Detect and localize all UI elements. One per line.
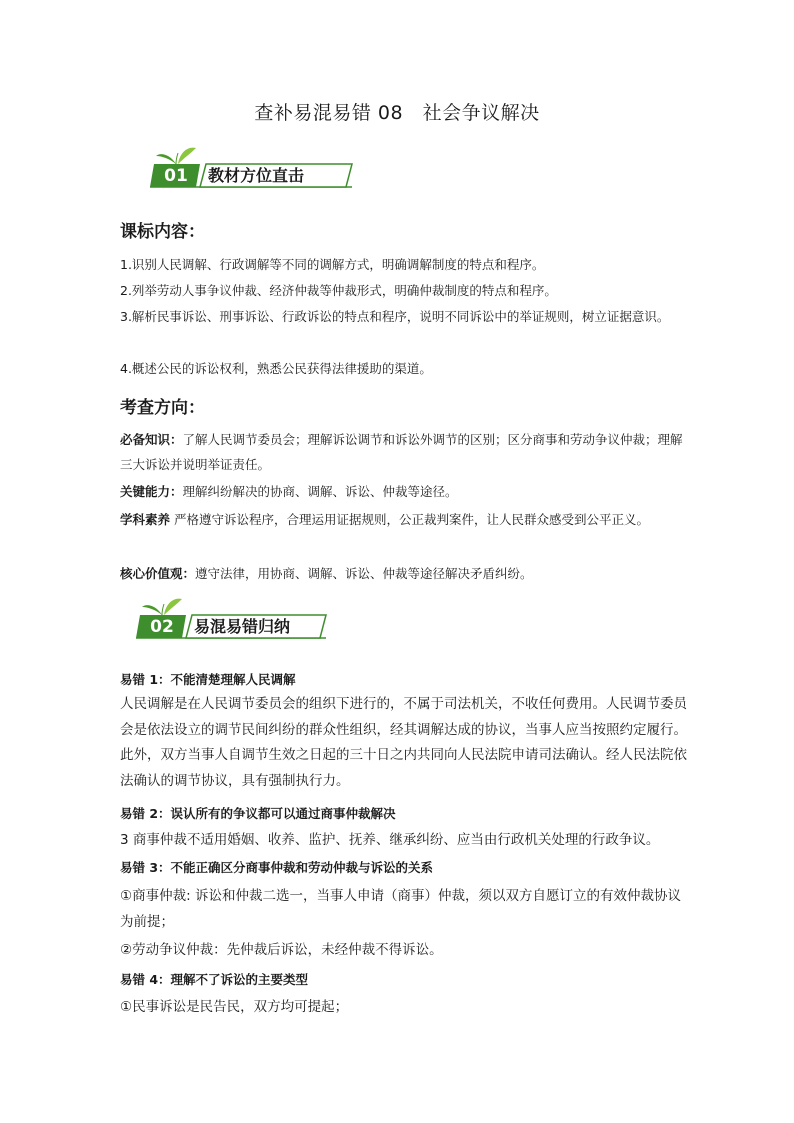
exam-item-text: 了解人民调节委员会；理解诉讼调节和诉讼外调节的区别；区分商事和劳动争议仲裁；理解三大诉讼并说明举证责任。: [120, 432, 683, 472]
exam-item-text: 严格遵守诉讼程序，合理运用证据规则，公正裁判案件，让人民群众感受到公平正义。: [170, 512, 649, 527]
banner-label: 教材方位直击: [208, 166, 305, 185]
section-banner-01: [140, 146, 370, 190]
error-heading: 易错 2：误认所有的争议都可以通过商事仲裁解决: [120, 806, 396, 821]
error-body: 人民调解是在人民调节委员会的组织下进行的，不属于司法机关，不收任何费用。人民调节委员会是依法设立的调节民间纠纷的群众性组织，经其调解达成的协议，当事人应当按照约定履行。此外，双方当事人自调节生效之日起的三十日之内共同向人民法院申请司法确认。经人民法院依法确认的调节协议，具有强制执行力。: [120, 696, 687, 789]
error-heading: 易错 4：理解不了诉讼的主要类型: [120, 972, 309, 987]
exam-item: [120, 427, 690, 477]
page-title: 查补易混易错 08 社会争议解决: [254, 102, 540, 124]
curriculum-heading: 课标内容：: [120, 222, 205, 242]
curriculum-item: 2.列举劳动人事争议仲裁、经济仲裁等仲裁形式，明确仲裁制度的特点和程序。: [120, 283, 557, 298]
banner-number: 02: [150, 617, 174, 637]
banner-number: 01: [164, 166, 188, 186]
curriculum-item: 3.解析民事诉讼、刑事诉讼、行政诉讼的特点和程序，说明不同诉讼中的举证规则，树立证据意识。: [120, 309, 670, 324]
curriculum-item: 4.概述公民的诉讼权利，熟悉公民获得法律援助的渠道。: [120, 361, 432, 376]
error-body: 3 商事仲裁不适用婚姻、收养、监护、抚养、继承纠纷、应当由行政机关处理的行政争议。: [120, 832, 660, 848]
error-body: ①民事诉讼是民告民，双方均可提起；: [120, 999, 349, 1015]
exam-item-text: 理解纠纷解决的协商、调解、诉讼、仲裁等途径。: [182, 484, 458, 499]
section-banner-02: [126, 597, 356, 641]
exam-item-lead: 核心价值观：: [120, 566, 196, 581]
exam-item-lead: 学科素养: [120, 512, 171, 527]
curriculum-item: 1.识别人民调解、行政调解等不同的调解方式，明确调解制度的特点和程序。: [120, 257, 545, 272]
error-body: ①商事仲裁: 诉讼和仲裁二选一，当事人申请（商事）仲裁，须以双方自愿订立的有效仲裁协议为前提；: [120, 888, 681, 930]
exam-item: [120, 507, 690, 532]
exam-item: [120, 561, 690, 586]
exam-item-text: 遵守法律，用协商、调解、诉讼、仲裁等途径解决矛盾纠纷。: [195, 566, 533, 581]
exam-item-lead: 关键能力：: [120, 484, 183, 499]
exam-item: [120, 479, 690, 504]
error-heading: 易错 1：不能清楚理解人民调解: [120, 672, 296, 687]
exam-heading: 考查方向：: [120, 398, 205, 418]
banner-label: 易混易错归纳: [194, 617, 291, 636]
error-body: ②劳动争议仲裁：先仲裁后诉讼，未经仲裁不得诉讼。: [120, 942, 443, 958]
error-heading: 易错 3：不能正确区分商事仲裁和劳动仲裁与诉讼的关系: [120, 860, 434, 875]
exam-item-lead: 必备知识：: [120, 432, 183, 447]
